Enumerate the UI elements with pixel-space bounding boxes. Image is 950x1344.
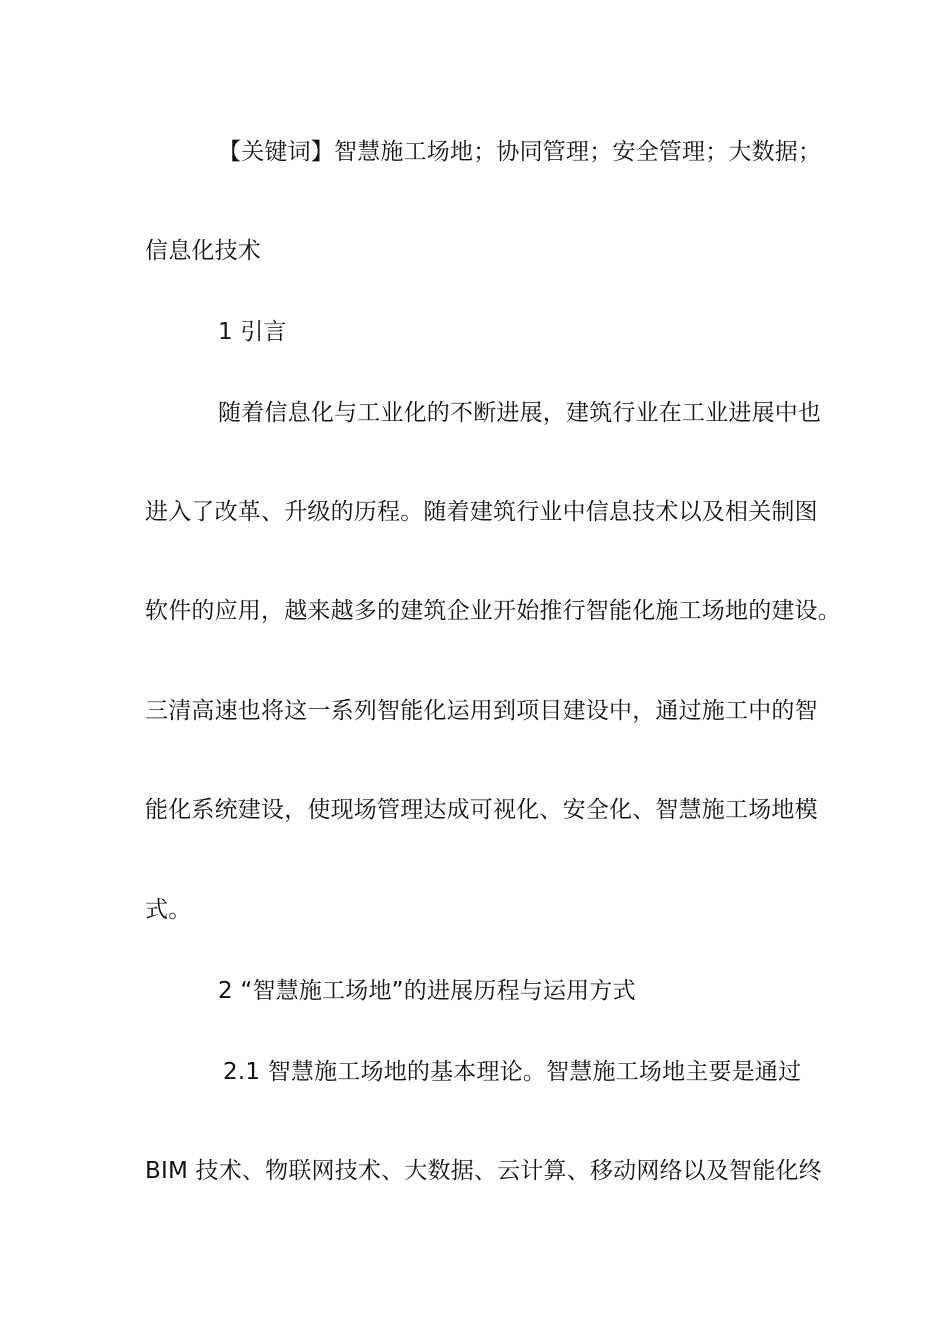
keywords-line-2: 信息化技术	[145, 238, 261, 264]
section-1-paragraph-line: 随着信息化与工业化的不断进展，建筑行业在工业进展中也	[218, 400, 822, 426]
section-2-1-paragraph-line: 2.1 智慧施工场地的基本理论。智慧施工场地主要是通过	[223, 1059, 802, 1085]
section-1-paragraph-line: 三清高速也将这一系列智能化运用到项目建设中，通过施工中的智	[145, 698, 818, 724]
keywords-line-1: 【关键词】智慧施工场地；协同管理；安全管理；大数据；	[218, 139, 822, 165]
section-1-paragraph-line: 进入了改革、升级的历程。随着建筑行业中信息技术以及相关制图	[145, 499, 818, 525]
section-1-paragraph-line: 能化系统建设，使现场管理达成可视化、安全化、智慧施工场地模	[145, 797, 818, 823]
section-1-heading: 1 引言	[218, 319, 287, 345]
section-2-heading: 2 “智慧施工场地”的进展历程与运用方式	[218, 978, 636, 1004]
section-2-1-paragraph-line: BIM 技术、物联网技术、大数据、云计算、移动网络以及智能化终	[145, 1158, 822, 1184]
section-1-paragraph-line: 式。	[145, 897, 192, 923]
section-1-paragraph-line: 软件的应用，越来越多的建筑企业开始推行智能化施工场地的建设。	[145, 598, 841, 624]
